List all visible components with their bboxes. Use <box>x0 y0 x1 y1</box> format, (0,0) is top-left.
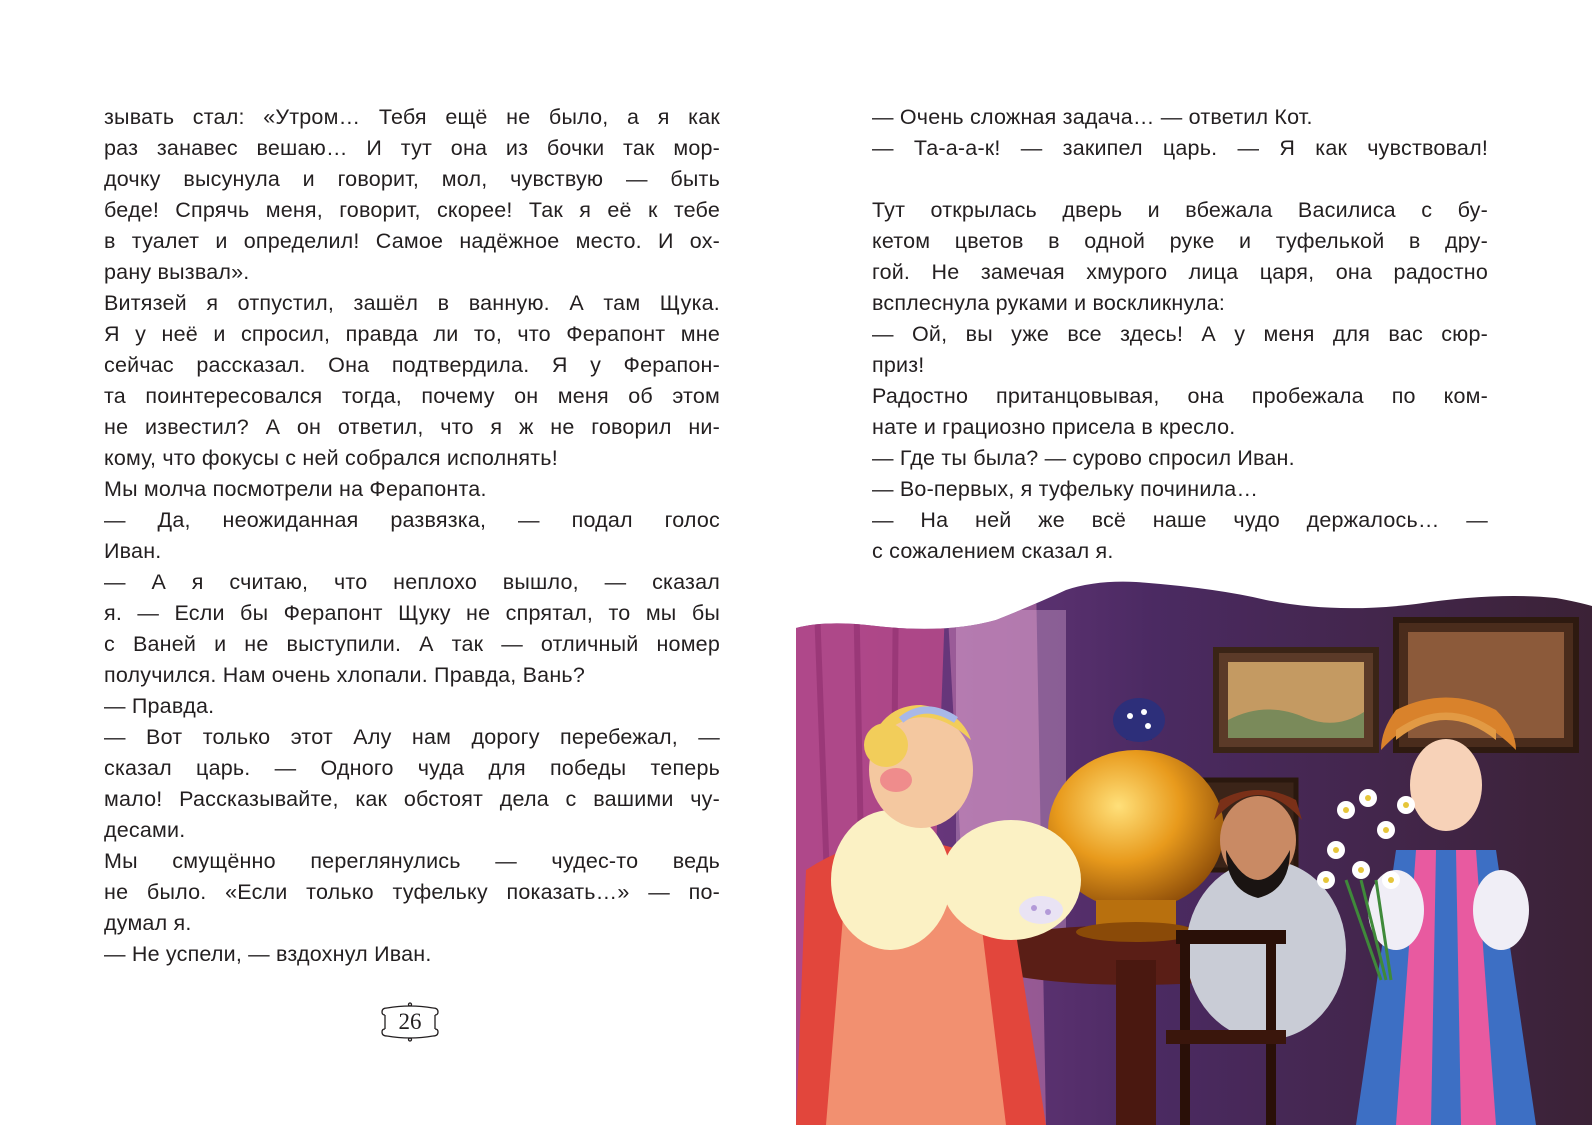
left-text-line: — Правда. <box>104 694 215 718</box>
left-text-line: десами. <box>104 818 186 842</box>
left-text-line: сказал царь. — Одного чуда для победы теперь <box>104 756 720 780</box>
right-text-line: Радостно пританцовывая, она пробежала по ком- <box>872 384 1488 408</box>
right-text-line: — На ней же всё наше чудо держалось… — <box>872 508 1488 532</box>
right-text-line: приз! <box>872 353 925 377</box>
left-text-line: кому, что фокусы с ней собрался исполнять! <box>104 446 558 470</box>
left-text-line: с Ваней и не выступили. А так — отличный номер <box>104 632 720 656</box>
left-page <box>0 0 796 1125</box>
left-text-line: получился. Нам очень хлопали. Правда, Вань? <box>104 663 585 687</box>
right-text-line: гой. Не замечая хмурого лица царя, она радостно <box>872 260 1488 284</box>
left-text-line: Я у неё и спросил, правда ли то, что Ферапонт мне <box>104 322 720 346</box>
right-text-line: — Во-первых, я туфельку починила… <box>872 477 1259 501</box>
left-text-line: беде! Спрячь меня, говорит, скорее! Так я её к тебе <box>104 198 720 222</box>
page-number-ornament <box>379 1002 441 1042</box>
left-text-line: — А я считаю, что неплохо вышло, — сказал <box>104 570 720 594</box>
left-text-line: Иван. <box>104 539 162 563</box>
right-text-line: нате и грациозно присела в кресло. <box>872 415 1236 439</box>
right-text-line: — Та-а-а-к! — закипел царь. — Я как чувствовал! <box>872 136 1488 160</box>
left-text-line: Мы молча посмотрели на Ферапонта. <box>104 477 487 501</box>
right-text-line: всплеснула руками и воскликнула: <box>872 291 1226 315</box>
left-text-line: не было. «Если только туфельку показать…» — по- <box>104 880 720 904</box>
right-text-line: — Где ты была? — сурово спросил Иван. <box>872 446 1295 470</box>
illustration-image <box>796 580 1592 1125</box>
left-text-line: думал я. <box>104 911 192 935</box>
page-number: 26 <box>398 1009 422 1034</box>
left-text-line: раз занавес вешаю… И тут она из бочки так мор- <box>104 136 720 160</box>
left-text-line: сейчас рассказал. Она подтвердила. Я у Ферапон- <box>104 353 720 377</box>
left-page-text <box>104 102 720 970</box>
right-page-text <box>872 102 1488 567</box>
left-text-line: Витязей я отпустил, зашёл в ванную. А там Щука. <box>104 291 720 315</box>
left-text-line: рану вызвал». <box>104 260 250 284</box>
left-text-line: не известил? А он ответил, что я ж не говорил ни- <box>104 415 720 439</box>
left-text-line: — Да, неожиданная развязка, — подал голос <box>104 508 720 532</box>
tea-party-illustration <box>796 580 1592 1125</box>
right-text-line: Тут открылась дверь и вбежала Василиса с бу- <box>872 198 1488 222</box>
left-text-line: зывать стал: «Утром… Тебя ещё не было, а я как <box>104 105 720 129</box>
right-text-line: — Ой, вы уже все здесь! А у меня для вас сюр- <box>872 322 1488 346</box>
left-text-line: я. — Если бы Ферапонт Щуку не спрятал, то мы бы <box>104 601 720 625</box>
left-text-line: — Вот только этот Алу нам дорогу перебежал, — <box>104 725 720 749</box>
right-text-line: — Очень сложная задача… — ответил Кот. <box>872 105 1313 129</box>
right-page <box>796 0 1592 1125</box>
left-text-line: мало! Рассказывайте, как обстоят дела с вашими чу- <box>104 787 720 811</box>
left-text-line: та поинтересовался тогда, почему он меня об этом <box>104 384 720 408</box>
right-text-line: кетом цветов в одной руке и туфелькой в дру- <box>872 229 1488 253</box>
right-text-line <box>872 164 1488 195</box>
left-text-line: Мы смущённо переглянулись — чудес-то ведь <box>104 849 720 873</box>
left-text-line: в туалет и определил! Самое надёжное место. И ох- <box>104 229 720 253</box>
right-text-line: с сожалением сказал я. <box>872 539 1114 563</box>
left-text-line: дочку высунула и говорит, мол, чувствую — быть <box>104 167 720 191</box>
left-text-line: — Не успели, — вздохнул Иван. <box>104 942 432 966</box>
